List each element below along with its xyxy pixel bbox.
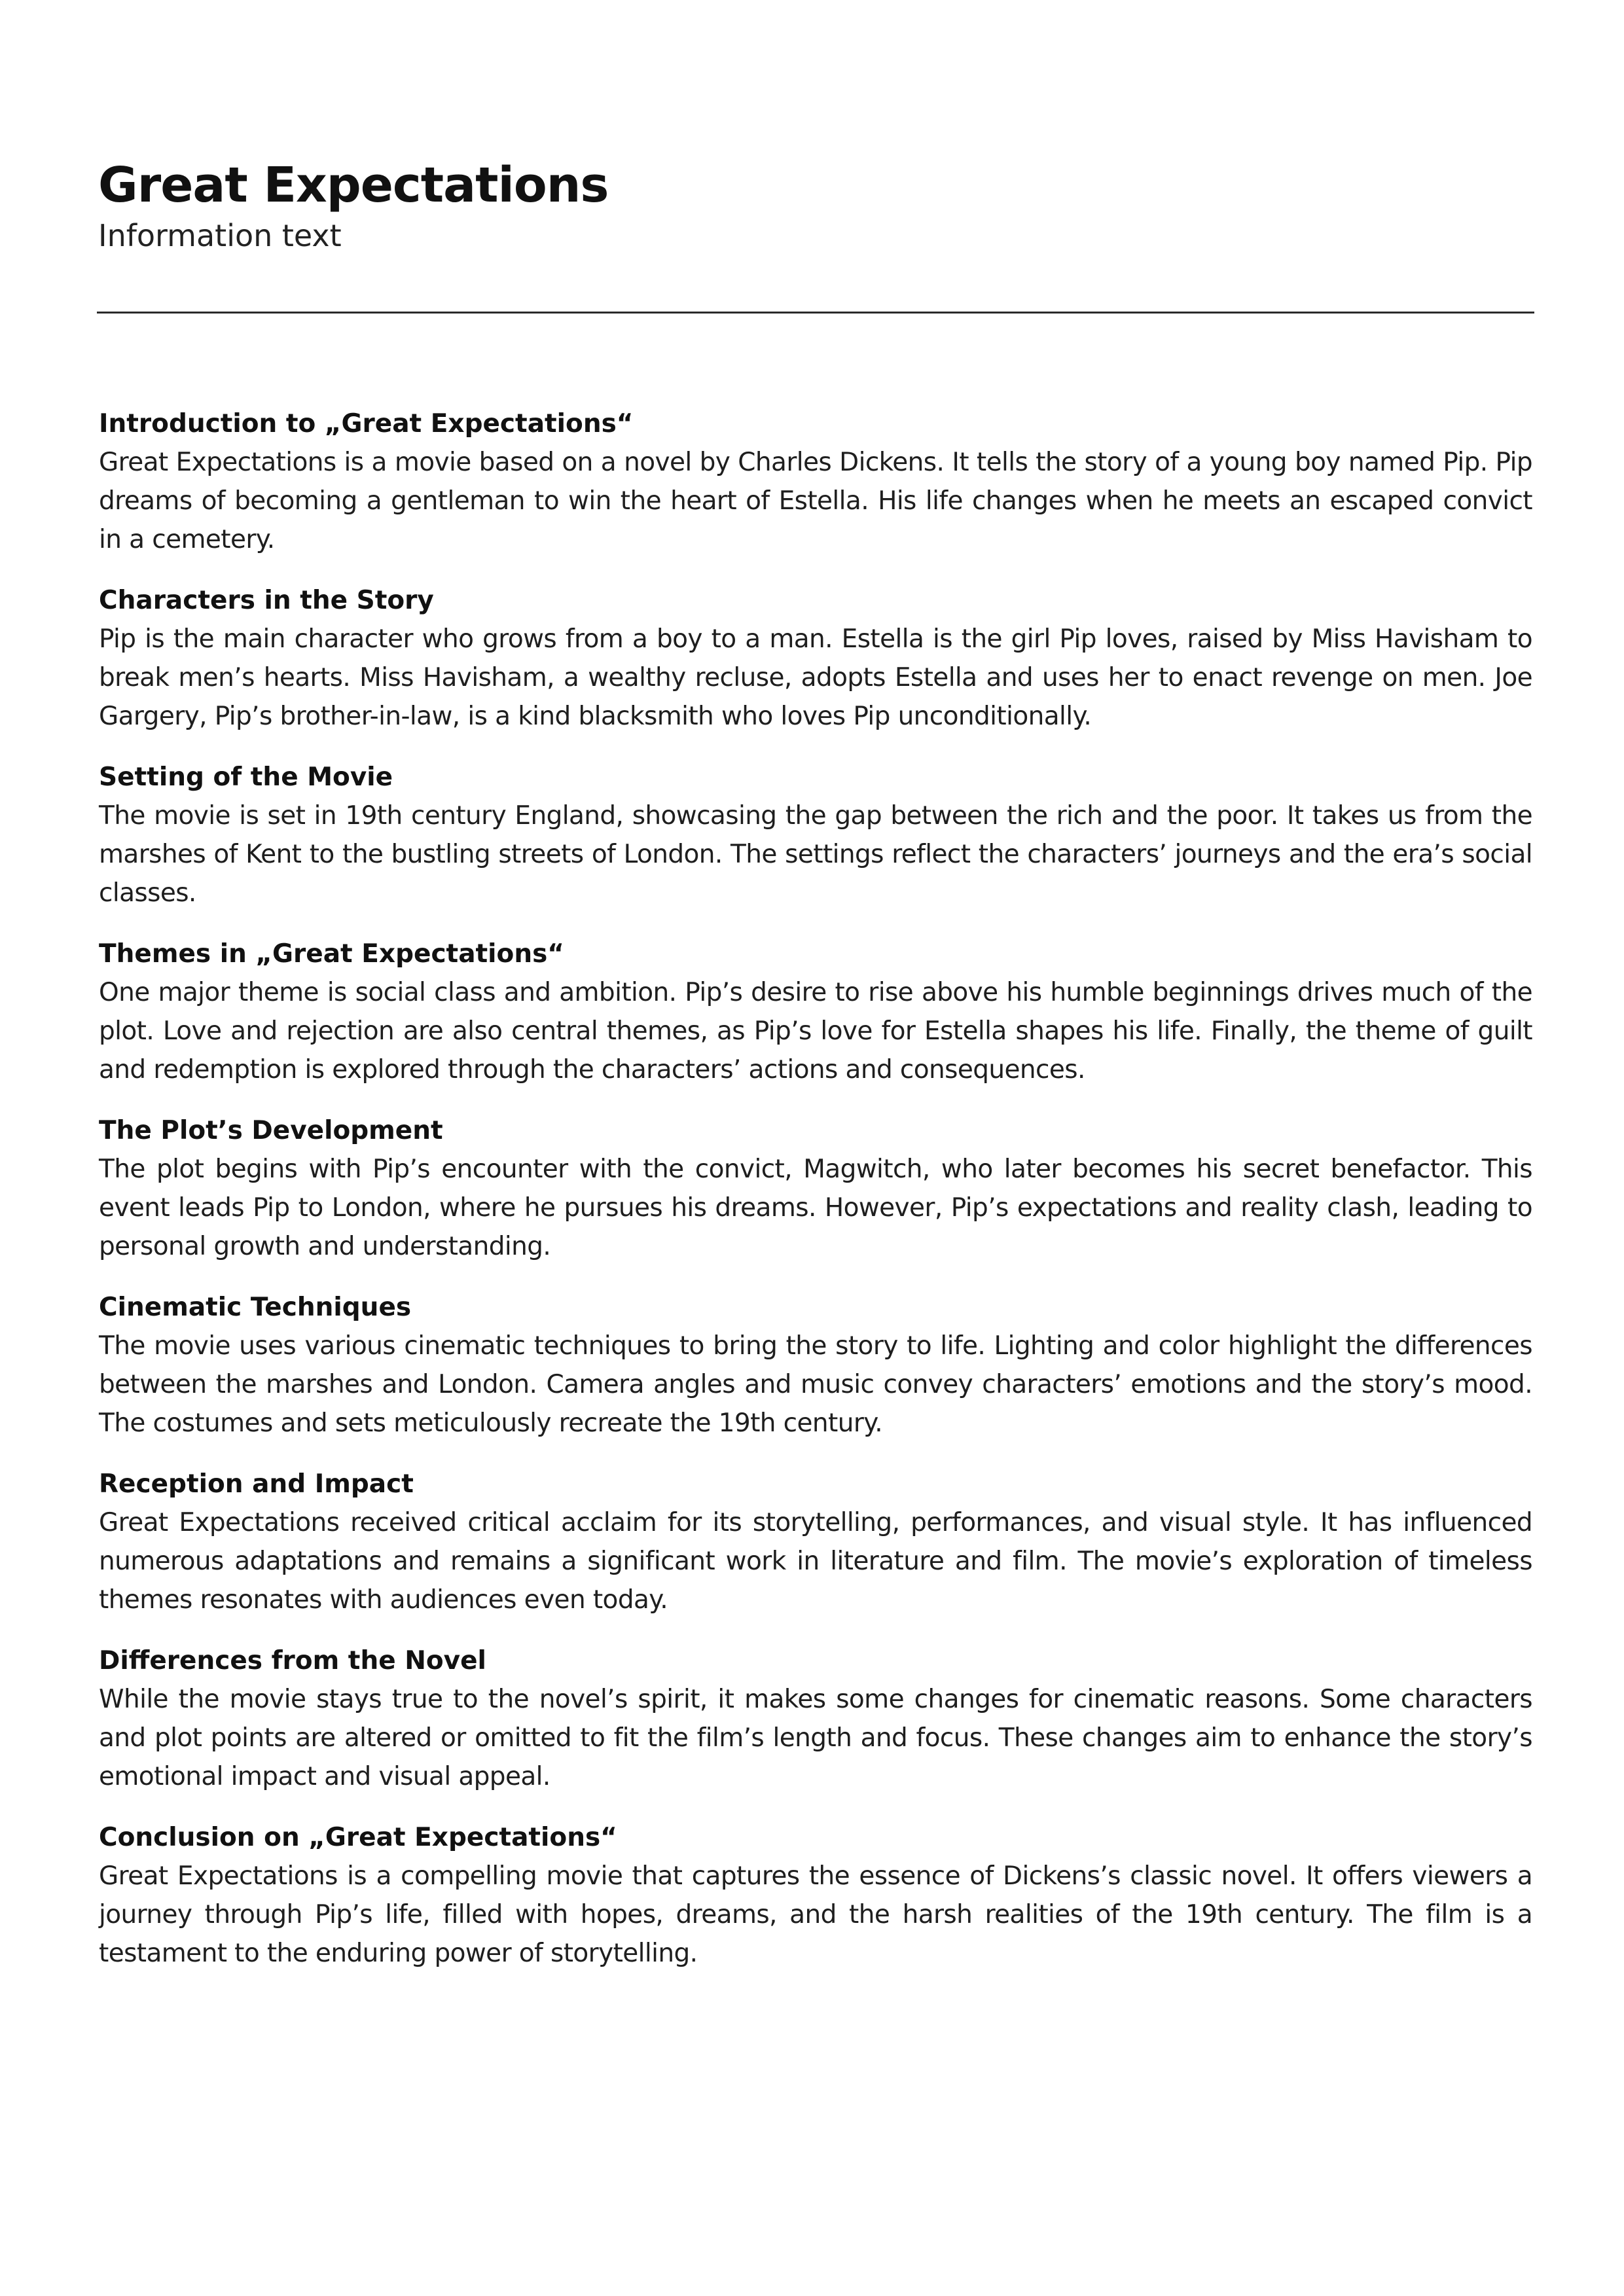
section-heading: Characters in the Story (99, 586, 434, 615)
section-paragraph: One major theme is social class and ambition. Pip’s desire to rise above his humble beginnings drives much of the plot. Love and rejection are also central themes, as Pip’s love for Estella shapes his life. Finally, the theme of guilt and redemption is explored through the characters’ actions and consequences. (99, 978, 1532, 1085)
section-paragraph: Great Expectations received critical acclaim for its storytelling, performances, and visual style. It has influenced numerous adaptations and remains a significant work in literature and film. The movie’s exploration of timeless themes resonates with audiences even today. (99, 1508, 1532, 1615)
document-header (98, 156, 1532, 254)
section-differences (99, 1641, 1532, 1796)
section-paragraph: The movie is set in 19th century England, showcasing the gap between the rich and the poor. It takes us from the marshes of Kent to the bustling streets of London. The settings reflect the characters’ journeys and the era’s social classes. (99, 801, 1532, 908)
section-paragraph: Pip is the main character who grows from a boy to a man. Estella is the girl Pip loves, raised by Miss Havisham to break men’s hearts. Miss Havisham, a wealthy recluse, adopts Estella and uses her to enact revenge on men. Joe Gargery, Pip’s brother-in-law, is a kind blacksmith who loves Pip unconditionally. (99, 624, 1532, 731)
document-body (99, 404, 1532, 1995)
section-paragraph: Great Expectations is a movie based on a novel by Charles Dickens. It tells the story of a young boy named Pip. Pip dreams of becoming a gentleman to win the heart of Estella. His life changes when he meets an escaped convict in a cemetery. (99, 448, 1532, 554)
section-heading: Differences from the Novel (99, 1646, 486, 1676)
section-heading: Cinematic Techniques (99, 1293, 412, 1322)
section-conclusion (99, 1818, 1532, 1973)
header-divider (97, 312, 1534, 314)
section-paragraph: While the movie stays true to the novel’s spirit, it makes some changes for cinematic reasons. Some characters and plot points are altered or omitted to fit the film’s length and focus. These changes aim to enhance the story’s emotional impact and visual appeal. (99, 1685, 1532, 1791)
section-setting (99, 758, 1532, 912)
section-heading: Themes in „Great Expectations“ (99, 939, 564, 969)
section-paragraph: Great Expectations is a compelling movie that captures the essence of Dickens’s classic novel. It offers viewers a journey through Pip’s life, filled with hopes, dreams, and the harsh realities of the 19th century. The film is a testament to the enduring power of storytelling. (99, 1861, 1532, 1968)
section-reception (99, 1465, 1532, 1619)
section-heading: Reception and Impact (99, 1469, 414, 1499)
document-title: Great Expectations (98, 157, 609, 213)
section-paragraph: The plot begins with Pip’s encounter with the convict, Magwitch, who later becomes his secret benefactor. This event leads Pip to London, where he pursues his dreams. However, Pip’s expectations and reality clash, leading to personal growth and understanding. (99, 1155, 1532, 1261)
section-paragraph: The movie uses various cinematic techniques to bring the story to life. Lighting and color highlight the differences between the marshes and London. Camera angles and music convey characters’ emotions and the story’s mood. The costumes and sets meticulously recreate the 19th century. (99, 1331, 1532, 1438)
section-introduction (99, 404, 1532, 559)
section-cinematic-techniques (99, 1288, 1532, 1443)
document-subtitle: Information text (98, 218, 342, 253)
section-heading: Introduction to „Great Expectations“ (99, 409, 634, 439)
section-plot-development (99, 1111, 1532, 1266)
section-characters (99, 581, 1532, 736)
section-heading: The Plot’s Development (99, 1116, 443, 1145)
section-themes (99, 935, 1532, 1089)
section-heading: Setting of the Movie (99, 762, 393, 792)
section-heading: Conclusion on „Great Expectations“ (99, 1823, 617, 1852)
